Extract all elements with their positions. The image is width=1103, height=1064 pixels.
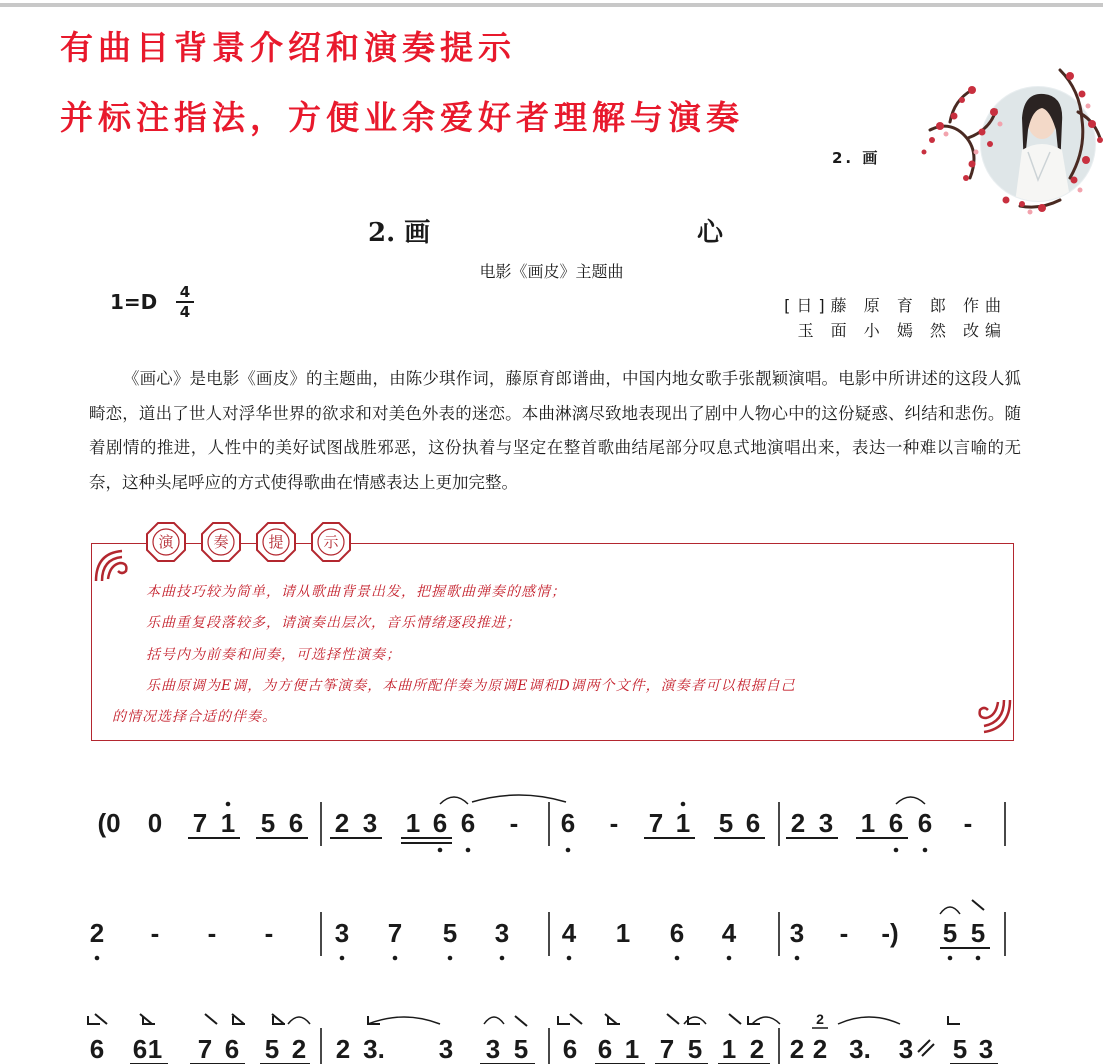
score-note: 2 [335, 1034, 351, 1064]
jianpu-score [0, 760, 1103, 1064]
slur [752, 1017, 780, 1024]
score-note: - [609, 808, 619, 838]
score-note: 2 [89, 918, 105, 948]
score-note: 3 [362, 808, 378, 838]
score-note: 1 [615, 918, 631, 948]
score-note: 6 [432, 808, 448, 838]
fingering-mark [948, 1016, 960, 1024]
score-note: 3 [494, 918, 510, 948]
slur [288, 1017, 310, 1024]
fingering-mark [95, 1014, 107, 1024]
score-note: 3. [363, 1034, 385, 1064]
time-signature-top: 4 [179, 283, 191, 301]
score-note: 5 [442, 918, 458, 948]
score-note: 3 [818, 808, 834, 838]
slur [896, 797, 925, 804]
score-note: 5 [513, 1034, 529, 1064]
score-note: 7 [197, 1034, 213, 1064]
score-note: 1 [220, 808, 236, 838]
octave-dot [448, 956, 453, 961]
octave-dot [795, 956, 800, 961]
score-note: 6 [745, 808, 761, 838]
score-note: 3 [485, 1034, 501, 1064]
score-note: 5 [264, 1034, 280, 1064]
composer-credit: [日]藤 原 育 郎 作曲 [784, 296, 1007, 315]
score-note: 6 [288, 808, 304, 838]
score-note: 3. [849, 1034, 871, 1064]
slur [940, 907, 960, 914]
tips-heading-chip-3 [256, 522, 296, 562]
slur [838, 1017, 900, 1024]
running-head: 2. 画 [832, 149, 881, 167]
tip-line: 括号内为前奏和间奏，可选择性演奏； [146, 647, 401, 663]
score-note: 3 [438, 1034, 454, 1064]
score-note: 6 [560, 808, 576, 838]
fingering-mark [140, 1014, 152, 1024]
octave-dot [681, 802, 686, 807]
octave-dot [438, 848, 443, 853]
fingering-mark [667, 1014, 679, 1024]
score-note: - [509, 808, 519, 838]
octave-dot [226, 802, 231, 807]
tips-heading-char-3: 提 [268, 533, 284, 551]
score-note: 3 [789, 918, 805, 948]
score-note: 1 [860, 808, 876, 838]
score-note: 1 [721, 1034, 737, 1064]
score-note: 6 [597, 1034, 613, 1064]
octave-dot [948, 956, 953, 961]
fingering-mark [515, 1016, 527, 1026]
score-note: 6 [89, 1034, 105, 1064]
score-note: 5 [942, 918, 958, 948]
score-note: 4 [561, 918, 577, 948]
score-note: 7 [659, 1034, 675, 1064]
slur [440, 797, 468, 804]
tip-line: 的情况选择合适的伴奏。 [112, 709, 277, 725]
score-note: 2 [790, 808, 806, 838]
score-note: (0 [97, 808, 121, 838]
score-note: 2 [812, 1034, 828, 1064]
score-note: 6 [917, 808, 933, 838]
score-note: 3 [898, 1034, 914, 1064]
tip-line: 乐曲原调为E调，为方便古筝演奏，本曲所配伴奏为原调E调和D调两个文件，演奏者可以根据自己 [146, 678, 796, 694]
octave-dot [675, 956, 680, 961]
score-note: 5 [970, 918, 986, 948]
score-note: 1 [675, 808, 691, 838]
score-note: 3 [978, 1034, 994, 1064]
grace-note: 2 [816, 1011, 824, 1027]
tip-line: 本曲技巧较为简单，请从歌曲背景出发，把握歌曲弹奏的感情； [146, 584, 566, 600]
tips-heading-char-2: 奏 [213, 533, 229, 551]
score-note: -) [881, 918, 899, 948]
score-note: 4 [721, 918, 737, 948]
fingering-mark [605, 1014, 617, 1024]
score-note: 6 [224, 1034, 240, 1064]
octave-dot [340, 956, 345, 961]
fingering-mark [972, 900, 984, 910]
octave-dot [566, 848, 571, 853]
octave-dot [95, 956, 100, 961]
score-note: 6 [132, 1034, 148, 1064]
score-note: 5 [952, 1034, 968, 1064]
fingering-mark [570, 1014, 582, 1024]
octave-dot [500, 956, 505, 961]
score-note: 6 [460, 808, 476, 838]
score-note: 6 [669, 918, 685, 948]
score-note: 2 [789, 1034, 805, 1064]
score-note: - [150, 918, 160, 948]
corner-ornament-left [92, 545, 136, 585]
time-signature-bottom: 4 [179, 303, 191, 321]
tips-heading-chip-4 [311, 522, 351, 562]
score-note: 1 [147, 1034, 163, 1064]
octave-dot [976, 956, 981, 961]
score-note: 2 [334, 808, 350, 838]
corner-ornament-right [970, 696, 1014, 738]
octave-dot [567, 956, 572, 961]
fingering-mark [558, 1016, 570, 1024]
promo-banner-line-2: 并标注指法，方便业余爱好者理解与演奏 [60, 98, 744, 137]
tip-line: 乐曲重复段落较多，请演奏出层次，音乐情绪逐段推进； [146, 615, 521, 631]
score-note: 2 [749, 1034, 765, 1064]
score-note: 7 [192, 808, 208, 838]
score-note: 5 [687, 1034, 703, 1064]
tips-heading-char-4: 示 [323, 533, 339, 551]
octave-dot [923, 848, 928, 853]
score-note: - [839, 918, 849, 948]
promo-banner-line-1: 有曲目背景介绍和演奏提示 [60, 28, 516, 67]
score-note: 7 [648, 808, 664, 838]
score-note: - [963, 808, 973, 838]
slur [368, 1017, 440, 1024]
tips-heading-chip-2 [201, 522, 241, 562]
score-note: 5 [260, 808, 276, 838]
key-signature: 1=D [110, 290, 158, 314]
tips-heading-chip-1 [146, 522, 186, 562]
octave-dot [393, 956, 398, 961]
octave-dot [466, 848, 471, 853]
fingering-mark [729, 1014, 741, 1024]
fingering-mark [205, 1014, 217, 1024]
arranger-credit: 玉 面 小 嫣 然 改编 [797, 321, 1007, 340]
score-note: - [264, 918, 274, 948]
song-title-left: 2. 画 [368, 218, 431, 248]
plum-blossom-portrait-decoration [910, 60, 1103, 220]
score-note: 0 [147, 808, 163, 838]
song-subtitle: 电影《画皮》主题曲 [479, 262, 624, 281]
score-note: 1 [405, 808, 421, 838]
score-note: 6 [888, 808, 904, 838]
score-note: 3 [334, 918, 350, 948]
score-note: 5 [718, 808, 734, 838]
top-rule [0, 3, 1103, 7]
time-signature [176, 284, 194, 320]
score-note: 2 [291, 1034, 307, 1064]
score-note: 1 [624, 1034, 640, 1064]
slur [484, 1017, 504, 1024]
score-note: - [207, 918, 217, 948]
slur [472, 795, 566, 802]
octave-dot [727, 956, 732, 961]
score-note: 6 [562, 1034, 578, 1064]
song-introduction: 《画心》是电影《画皮》的主题曲，由陈少琪作词，藤原育郎谱曲，中国内地女歌手张靓颖演唱。电影中所讲述的这段人狐畸恋，道出了世人对浮华世界的欲求和对美色外表的迷恋。本曲淋漓尽致地表现出了剧中人物心中的这份疑惑、纠结和悲伤。随着剧情的推进，人性中的美好试图战胜邪恶，这份执着与坚定在整首歌曲结尾部分叹息式地演唱出来，表达一种难以言喻的无奈，这种头尾呼应的方式使得歌曲在情感表达上更加完整。 [89, 369, 1021, 492]
tips-heading-char-1: 演 [158, 533, 174, 551]
song-title-right: 心 [697, 218, 724, 248]
score-note: 7 [387, 918, 403, 948]
octave-dot [894, 848, 899, 853]
